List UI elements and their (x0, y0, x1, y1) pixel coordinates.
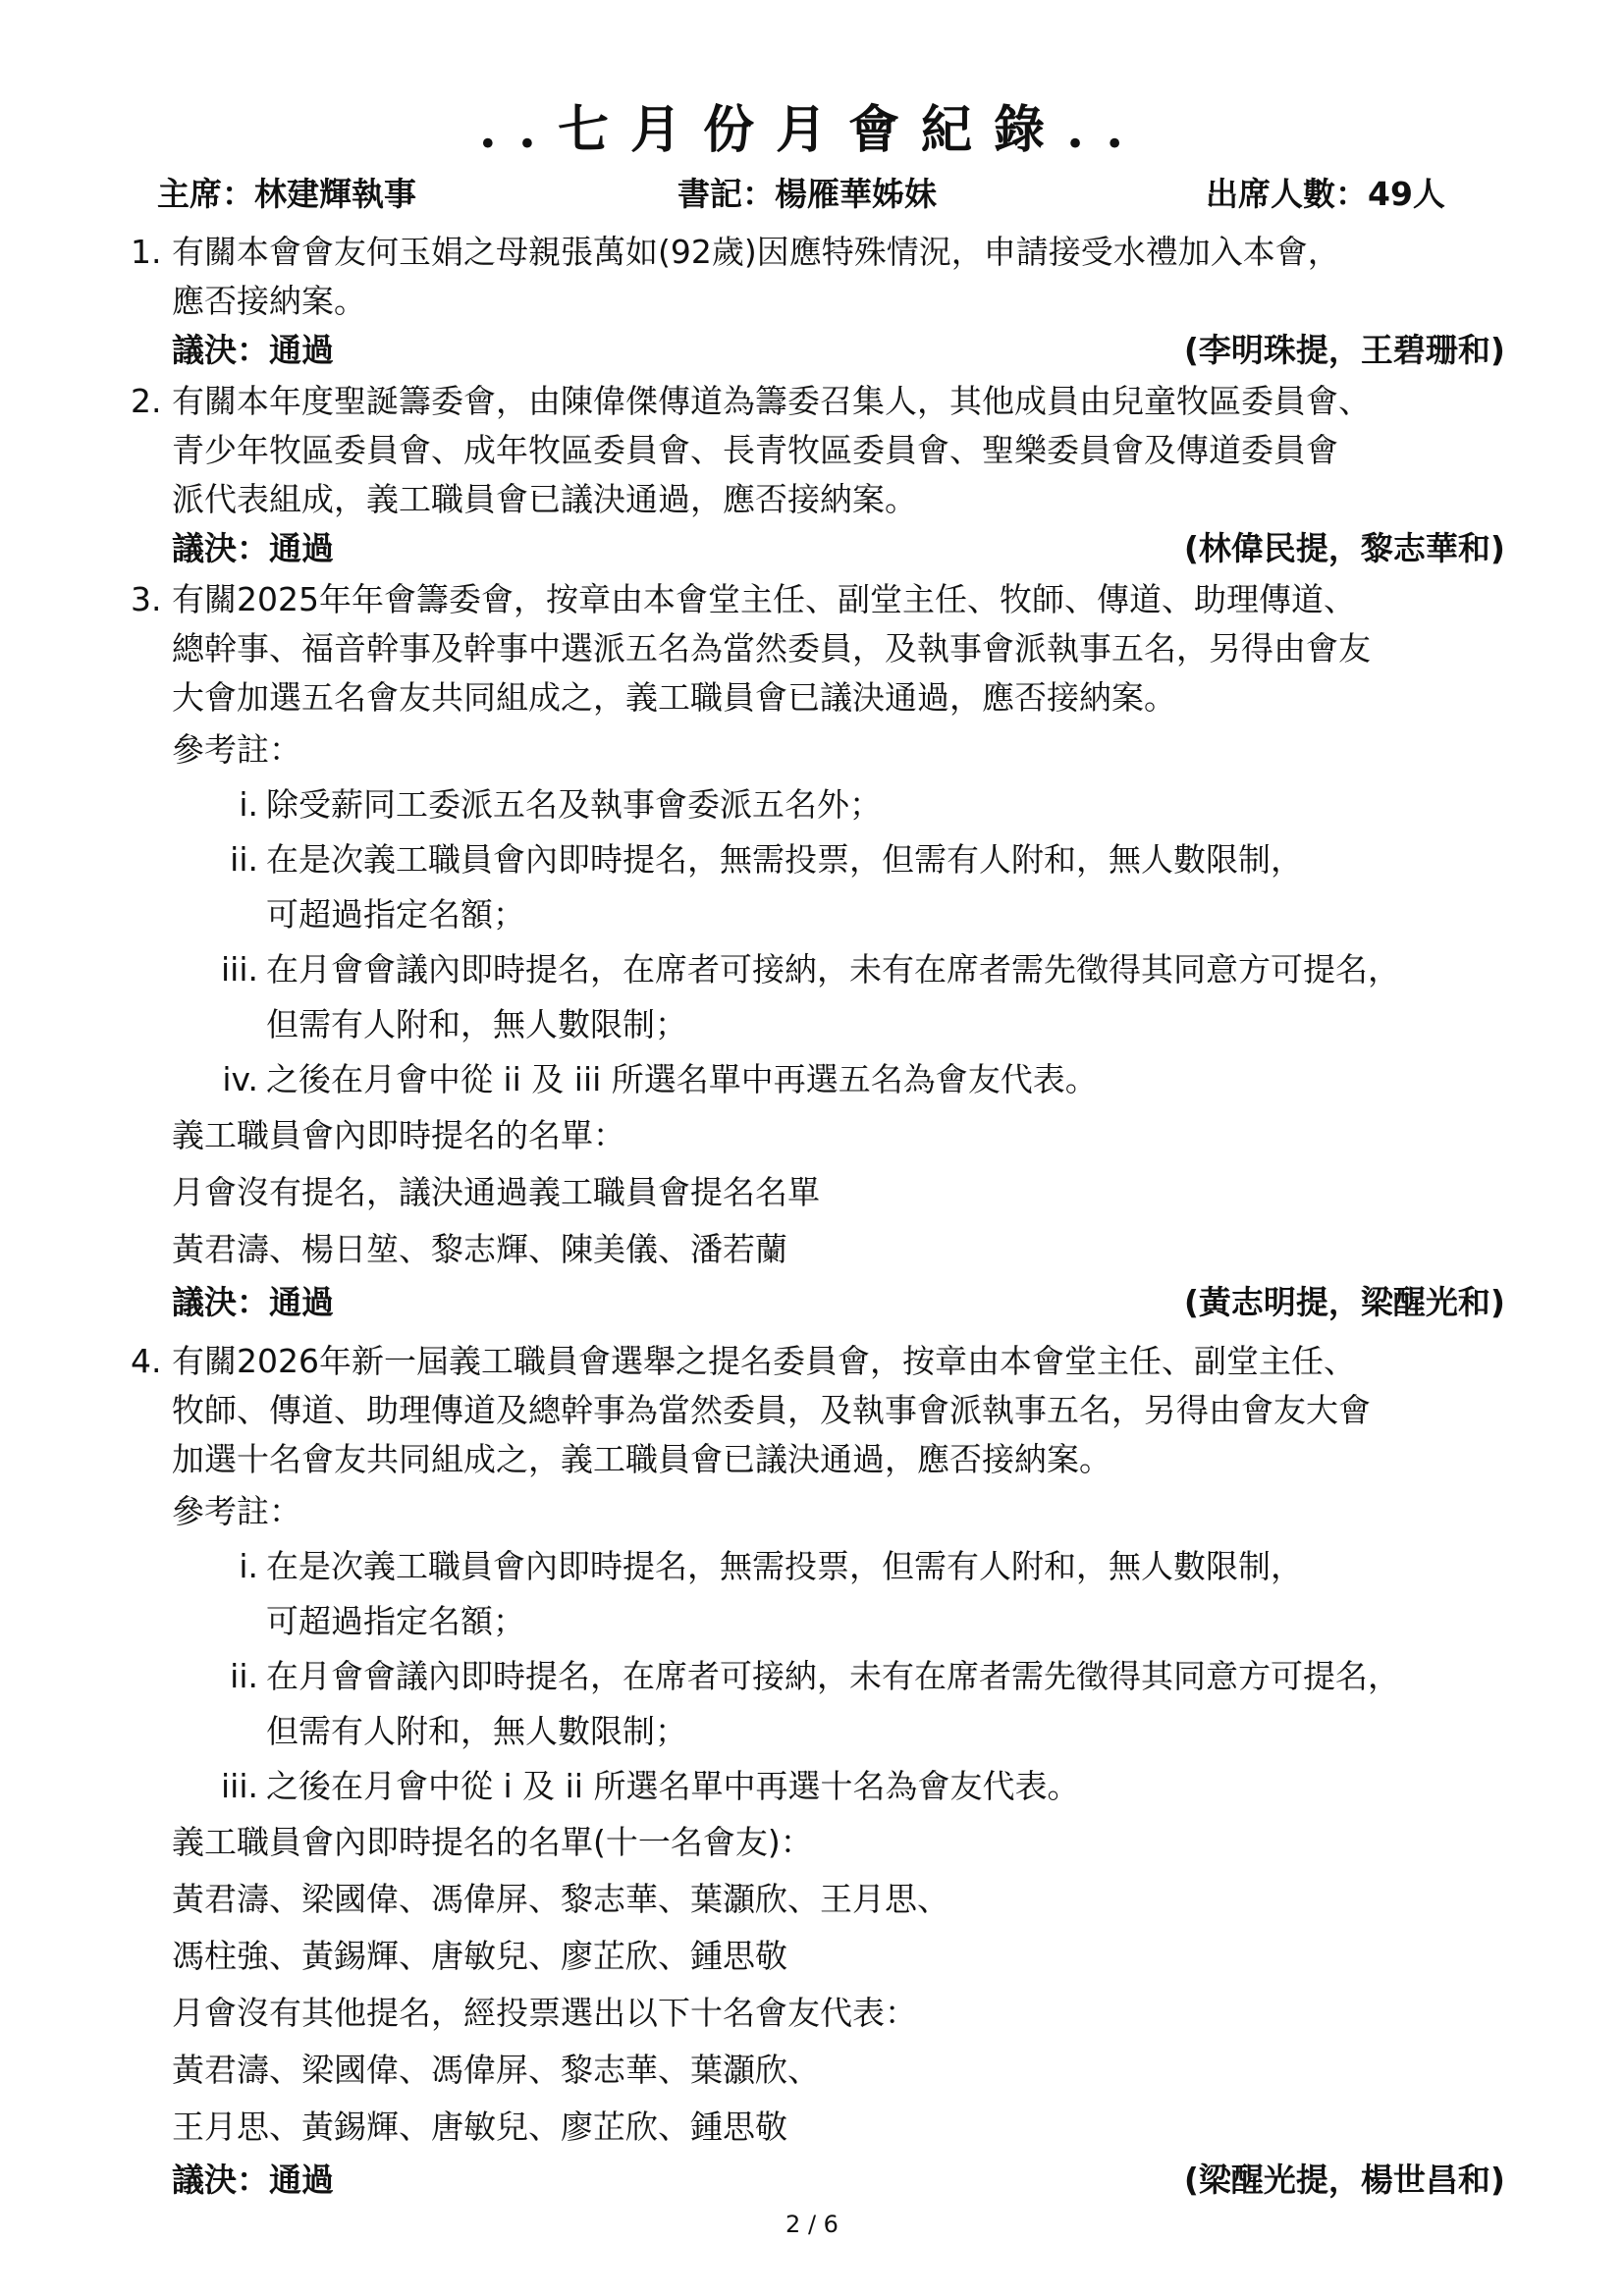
note-item-continued (131, 1704, 1505, 1759)
note-heading: 參考註： (172, 1492, 301, 1530)
proposed-by: (林偉民提，黎志華和) (1183, 529, 1505, 567)
agenda-item-4 (131, 1337, 1505, 2205)
resolution-row (131, 1278, 1505, 1327)
nominee-list: 馮柱強、黃錫輝、唐敏兒、廖芷欣、鍾思敬 (172, 1937, 787, 1975)
nominee-list: 黃君濤、楊日堃、黎志輝、陳美儀、潘若蘭 (172, 1230, 787, 1268)
note-text: 之後在月會中從 i 及 ii 所選名單中再選十名為會友代表。 (266, 1767, 1080, 1805)
nomination-text: 月會沒有提名，議決通過義工職員會提名名單 (172, 1173, 820, 1211)
resolution-row (131, 326, 1505, 375)
resolution-label: 議決：通過 (172, 2161, 334, 2199)
meeting-secretary: 書記：楊雁華姊妹 (677, 175, 937, 213)
note-text: 可超過指定名額； (266, 1602, 525, 1640)
note-text: 可超過指定名額； (266, 895, 525, 934)
resolution-row (131, 2156, 1505, 2205)
nomination-text: 義工職員會內即時提名的名單： (172, 1116, 625, 1154)
item-text-line: 總幹事、福音幹事及幹事中選派五名為當然委員，及執事會派執事五名，另得由會友 (172, 629, 1371, 667)
meeting-attendance: 出席人數：49人 (1206, 175, 1445, 213)
resolution-label: 議決：通過 (172, 331, 334, 369)
note-text: 但需有人附和，無人數限制； (266, 1005, 687, 1043)
item-text-line: 有關2025年年會籌委會，按章由本會堂主任、副堂主任、牧師、傳道、助理傳道、 (172, 580, 1356, 618)
page-number: 2 / 6 (785, 2211, 839, 2238)
item-number: 2. (131, 382, 162, 420)
item-text-line: 有關2026年新一屆義工職員會選舉之提名委員會，按章由本會堂主任、副堂主任、 (172, 1342, 1356, 1380)
note-text: 但需有人附和，無人數限制； (266, 1712, 687, 1750)
note-text: 在是次義工職員會內即時提名，無需投票，但需有人附和，無人數限制， (266, 840, 1303, 879)
elected-list: 黃君濤、梁國偉、馮偉屏、黎志華、葉灝欣、 (172, 2051, 820, 2089)
item-text-line: 加選十名會友共同組成之，義工職員會已議決通過，應否接納案。 (172, 1440, 1111, 1478)
item-number: 4. (131, 1342, 162, 1380)
note-item (131, 1759, 1505, 1814)
nomination-text: 義工職員會內即時提名的名單(十一名會友)： (172, 1823, 813, 1861)
roman-numeral: iv. (222, 1060, 258, 1098)
note-text: 在月會會議內即時提名，在席者可接納，未有在席者需先徵得其同意方可提名， (266, 950, 1400, 988)
item-text-line: 有關本會會友何玉娟之母親張萬如(92歲)因應特殊情況，申請接受水禮加入本會， (172, 233, 1340, 271)
note-item (131, 777, 1505, 832)
item-text-line: 青少年牧區委員會、成年牧區委員會、長青牧區委員會、聖樂委員會及傳道委員會 (172, 431, 1338, 469)
item-text-line: 派代表組成，義工職員會已議決通過，應否接納案。 (172, 480, 917, 518)
elected-list: 王月思、黃錫輝、唐敏兒、廖芷欣、鍾思敬 (172, 2108, 787, 2146)
item-text-line: 大會加選五名會友共同組成之，義工職員會已議決通過，應否接納案。 (172, 678, 1176, 717)
nominee-list: 黃君濤、梁國偉、馮偉屏、黎志華、葉灝欣、王月思、 (172, 1880, 949, 1918)
meeting-chair: 主席：林建輝執事 (157, 175, 416, 213)
note-text: 在月會會議內即時提名，在席者可接納，未有在席者需先徵得其同意方可提名， (266, 1657, 1400, 1695)
note-item-continued (131, 997, 1505, 1052)
roman-numeral: i. (239, 785, 258, 824)
agenda-item-1 (131, 228, 1505, 375)
note-item (131, 1539, 1505, 1594)
item-text-line: 牧師、傳道、助理傳道及總幹事為當然委員，及執事會派執事五名，另得由會友大會 (172, 1391, 1371, 1429)
roman-numeral: iii. (221, 1767, 258, 1805)
roman-numeral: iii. (221, 950, 258, 988)
agenda-item-2 (131, 377, 1505, 573)
proposed-by: (梁醒光提，楊世昌和) (1183, 2161, 1505, 2199)
note-text: 在是次義工職員會內即時提名，無需投票，但需有人附和，無人數限制， (266, 1547, 1303, 1585)
note-item (131, 1649, 1505, 1704)
item-text-line: 有關本年度聖誕籌委會，由陳偉傑傳道為籌委召集人，其他成員由兒童牧區委員會、 (172, 382, 1371, 420)
note-item-continued (131, 887, 1505, 942)
note-text: 除受薪同工委派五名及執事會委派五名外； (266, 785, 882, 824)
resolution-label: 議決：通過 (172, 529, 334, 567)
item-number: 1. (131, 233, 162, 271)
note-item (131, 1052, 1505, 1107)
note-item (131, 832, 1505, 887)
page-title: ..七月份月會紀錄.. (478, 100, 1146, 160)
roman-numeral: ii. (230, 1657, 258, 1695)
resolution-row (131, 524, 1505, 573)
proposed-by: (黃志明提，梁醒光和) (1183, 1283, 1505, 1321)
roman-numeral: i. (239, 1547, 258, 1585)
resolution-label: 議決：通過 (172, 1283, 334, 1321)
note-item-continued (131, 1594, 1505, 1649)
agenda-item-3 (131, 575, 1505, 1327)
roman-numeral: ii. (230, 840, 258, 879)
item-text-line: 應否接納案。 (172, 282, 366, 320)
note-item (131, 942, 1505, 997)
item-number: 3. (131, 580, 162, 618)
proposed-by: (李明珠提，王碧珊和) (1183, 331, 1505, 369)
nomination-text: 月會沒有其他提名，經投票選出以下十名會友代表： (172, 1994, 917, 2032)
note-text: 之後在月會中從 ii 及 iii 所選名單中再選五名為會友代表。 (266, 1060, 1098, 1098)
note-heading: 參考註： (172, 730, 301, 769)
